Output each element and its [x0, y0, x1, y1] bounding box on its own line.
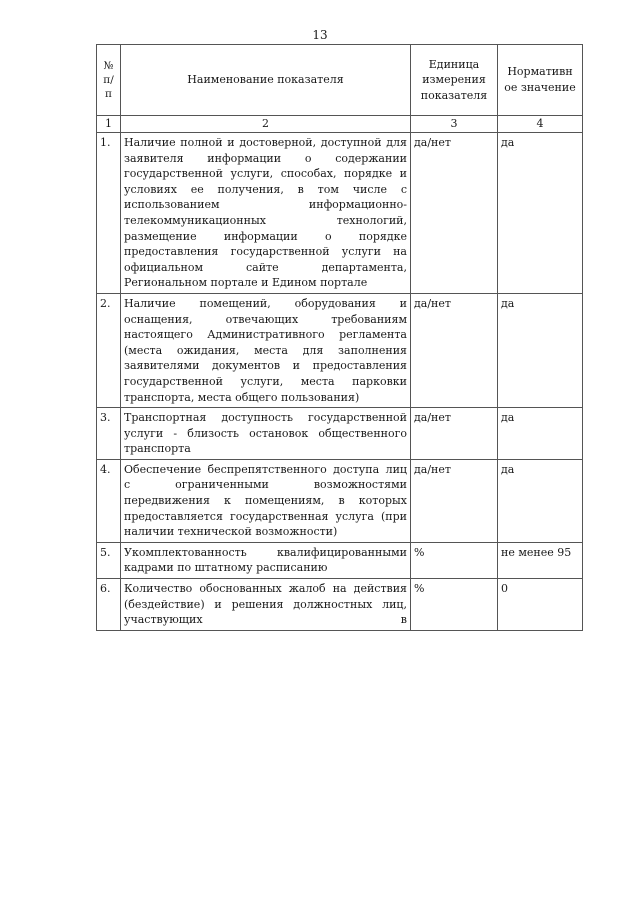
indicator-unit: да/нет [411, 408, 498, 460]
indicator-name: Количество обоснованных жалоб на действия (бездействие) и решения должностных лиц, участвующих в [121, 579, 411, 631]
indicator-unit: % [411, 579, 498, 631]
indicator-name: Транспортная доступность государственной услуги - близость остановок общественного транспорта [121, 408, 411, 460]
row-number: 4. [97, 459, 121, 542]
indicator-norm: 0 [498, 579, 583, 631]
indicator-norm: не менее 95 [498, 542, 583, 578]
indicator-norm: да [498, 408, 583, 460]
indicator-unit: % [411, 542, 498, 578]
indicator-name: Наличие помещений, оборудования и оснащения, отвечающих требованиям настоящего Административного регламента (места ожидания, места для заполнения заявителями документов и предоставления государственной услуги, места парковки транспорта, места общего пользования) [121, 293, 411, 407]
indicator-unit: да/нет [411, 293, 498, 407]
indicator-norm: да [498, 293, 583, 407]
header-num: № п/п [97, 45, 121, 116]
indicator-name: Обеспечение беспрепятственного доступа лиц с ограниченными возможностями передвижения к помещениям, в которых предоставляется государственная услуга (при наличии технической возможности) [121, 459, 411, 542]
table-header-row [97, 45, 583, 116]
table-row [97, 133, 583, 294]
row-number: 2. [97, 293, 121, 407]
table-row [97, 408, 583, 460]
table-row [97, 293, 583, 407]
column-numbers-row [97, 116, 583, 133]
indicator-norm: да [498, 459, 583, 542]
indicators-table [96, 44, 583, 631]
header-norm: Нормативн ое значение [498, 45, 583, 116]
indicator-unit: да/нет [411, 133, 498, 294]
table-row [97, 579, 583, 631]
indicator-norm: да [498, 133, 583, 294]
table-row [97, 459, 583, 542]
page-number: 13 [312, 28, 328, 42]
column-number: 3 [411, 116, 498, 133]
indicator-unit: да/нет [411, 459, 498, 542]
table-row [97, 542, 583, 578]
header-name: Наименование показателя [121, 45, 411, 116]
indicator-name: Укомплектованность квалифицированными кадрами по штатному расписанию [121, 542, 411, 578]
header-unit: Единица измерения показателя [411, 45, 498, 116]
column-number: 2 [121, 116, 411, 133]
indicator-name: Наличие полной и достоверной, доступной для заявителя информации о содержании государственной услуги, способах, порядке и условиях ее получения, в том числе с использованием информационно-телекоммуникационных технологий, размещение информации о порядке предоставления государственной услуги на официальном сайте департамента, Региональном портале и Едином портале [121, 133, 411, 294]
row-number: 1. [97, 133, 121, 294]
row-number: 5. [97, 542, 121, 578]
row-number: 6. [97, 579, 121, 631]
column-number: 4 [498, 116, 583, 133]
row-number: 3. [97, 408, 121, 460]
column-number: 1 [97, 116, 121, 133]
